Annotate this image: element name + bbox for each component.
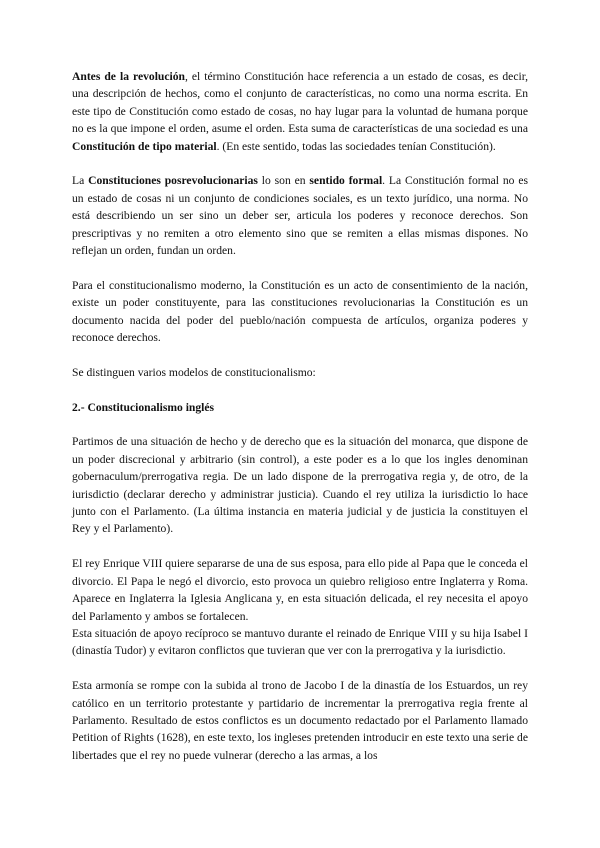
bold-term: Antes de la revolución [72,70,185,83]
paragraph-text: . (En este sentido, todas las sociedades tenían Constitución). [216,139,496,153]
paragraph-3: Para el constitucionalismo moderno, la Constitución es un acto de consentimiento de la nación, existe un poder constituyente, para las constituciones revolucionarias la Constitución es un documento nacida del poder del pueblo/nación compuesta de artículos, organiza poderes y reconoce derechos. [72,278,528,345]
document-body [72,68,528,782]
paragraph-6: El rey Enrique VIII quiere separarse de una de sus esposa, para ello pide al Papa que le conceda el divorcio. El Papa le negó el divorcio, esto provoca un quiebro religioso entre Inglaterra y Roma. Aparece en Inglaterra la Iglesia Anglicana y, en esta situación delicada, el rey necesita el apoyo del Parlamento y ambos se fortalecen. [72,557,528,623]
paragraph-2 [72,172,528,259]
paragraph-text: , el término Constitución hace referencia a un estado de cosas, es decir, una descripción de hechos, como el conjunto de características, no como una norma escrita. En este tipo de Constitución como estado de cosas, no hay lugar para la voluntad de humana porque no es la que impone el orden, asume el orden. Esta suma de características de una sociedad es una [72,70,528,136]
paragraph-4: Se distinguen varios modelos de constitucionalismo: [72,365,316,379]
paragraph-5: Partimos de una situación de hecho y de derecho que es la situación del monarca, que dispone de un poder discrecional y arbitrario (sin control), a este poder es a lo que los ingles denominan gobernaculum/prerrogativa regia. De un lado dispone de la prerrogativa regia y, de otro, de la iurisdictio (declarar derecho y administrar justicia). Cuando el rey utiliza la iurisdictio lo hace junto con el Parlamento. (La última instancia en materia judicial y de justicia la constituyen el Rey y el Parlamento). [72,435,528,536]
paragraph-text: La [72,174,89,188]
bold-term: Constituciones posrevolucionarias [88,174,258,188]
section-heading: 2.- Constitucionalismo inglés [72,400,215,414]
paragraph-8: Esta armonía se rompe con la subida al trono de Jacobo I de la dinastía de los Estuardos, un rey católico en un territorio protestante y partidario de incrementar la prerrogativa regia frente al Parlamento. Resultado de estos conflictos es un documento redactado por el Parlamento llamado Petition of Rights (1628), en este texto, los ingleses pretenden introducir en este texto una serie de libertades que el rey no puede vulnerar (derecho a las armas, a los [72,679,528,762]
paragraph-text: lo son en [257,174,310,188]
paragraph-1 [72,68,528,155]
paragraph-text: . La Constitución formal no es un estado de cosas ni un conjunto de condiciones sociales, es un texto jurídico, una norma. No está describiendo un ser sino un deber ser, articula los poderes y reconoce derechos. Son prescriptivas y no remiten a otro elemento sino que se remiten a ellas mismas dispones. No reflejan un orden, fundan un orden. [72,174,528,258]
bold-term: Constitución de tipo material [72,139,217,153]
bold-term: sentido formal [309,174,383,188]
paragraph-7: Esta situación de apoyo recíproco se mantuvo durante el reinado de Enrique VIII y su hija Isabel I (dinastía Tudor) y evitaron conflictos que tuvieran que ver con la prerrogativa y la iurisdictio. [72,626,528,658]
